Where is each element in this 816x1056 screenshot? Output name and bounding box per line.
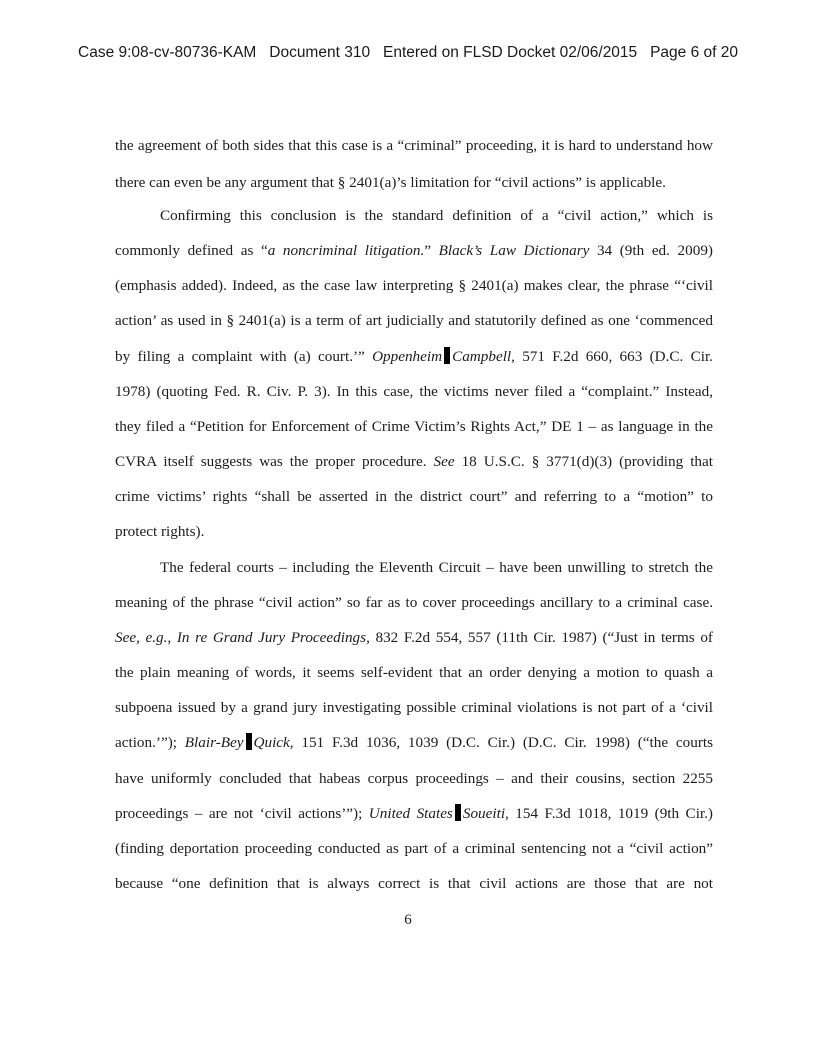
text-line: because “one definition that is always correct is that civil actions are those that are not [115, 875, 713, 892]
case-header: Case 9:08-cv-80736-KAM Document 310 Entered on FLSD Docket 02/06/2015 Page 6 of 20 [78, 44, 738, 61]
text-line: proceedings – are not ‘civil actions’”); United States Soueiti, 154 F.3d 1018, 1019 (9th Cir.) [115, 805, 713, 822]
text-line: The federal courts – including the Eleventh Circuit – have been unwilling to stretch the [160, 559, 713, 576]
text-line: there can even be any argument that § 2401(a)’s limitation for “civil actions” is applicable. [115, 174, 666, 191]
text-line: the agreement of both sides that this case is a “criminal” proceeding, it is hard to understand how [115, 137, 713, 154]
text-line: subpoena issued by a grand jury investigating possible criminal violations is not part of a ‘civil [115, 699, 713, 716]
text-line: action.’”); Blair-Bey Quick, 151 F.3d 1036, 1039 (D.C. Cir.) (D.C. Cir. 1998) (“the courts [115, 734, 714, 751]
redaction-mark [444, 347, 450, 364]
text-line: crime victims’ rights “shall be asserted in the district court” and referring to a “motion” to [115, 488, 713, 505]
text-line: (emphasis added). Indeed, as the case law interpreting § 2401(a) makes clear, the phrase “‘civil [115, 277, 713, 294]
text-line: Confirming this conclusion is the standard definition of a “civil action,” which is [160, 207, 713, 224]
redaction-mark [455, 804, 461, 821]
text-line: See, e.g., In re Grand Jury Proceedings, 832 F.2d 554, 557 (11th Cir. 1987) (“Just in terms of [115, 629, 713, 646]
text-line: they filed a “Petition for Enforcement of Crime Victim’s Rights Act,” DE 1 – as language in the [115, 418, 713, 435]
redaction-mark [246, 733, 252, 750]
text-line: protect rights). [115, 523, 205, 540]
text-line: commonly defined as “a noncriminal litigation.” Black’s Law Dictionary 34 (9th ed. 2009) [115, 242, 713, 259]
text-line: have uniformly concluded that habeas corpus proceedings – and their cousins, section 2255 [115, 770, 713, 787]
text-line: action’ as used in § 2401(a) is a term of art judicially and statutorily defined as one ‘commenced [115, 312, 713, 329]
text-line: 1978) (quoting Fed. R. Civ. P. 3). In this case, the victims never filed a “complaint.” Instead, [115, 383, 713, 400]
text-line: (finding deportation proceeding conducted as part of a criminal sentencing not a “civil action” [115, 840, 713, 857]
page-number: 6 [404, 912, 412, 928]
text-line: meaning of the phrase “civil action” so far as to cover proceedings ancillary to a criminal case. [115, 594, 713, 611]
text-line: the plain meaning of words, it seems self-evident that an order denying a motion to quash a [115, 664, 713, 681]
text-line: by filing a complaint with (a) court.’” Oppenheim Campbell, 571 F.2d 660, 663 (D.C. Cir. [115, 348, 713, 365]
text-line: CVRA itself suggests was the proper procedure. See 18 U.S.C. § 3771(d)(3) (providing that [115, 453, 713, 470]
